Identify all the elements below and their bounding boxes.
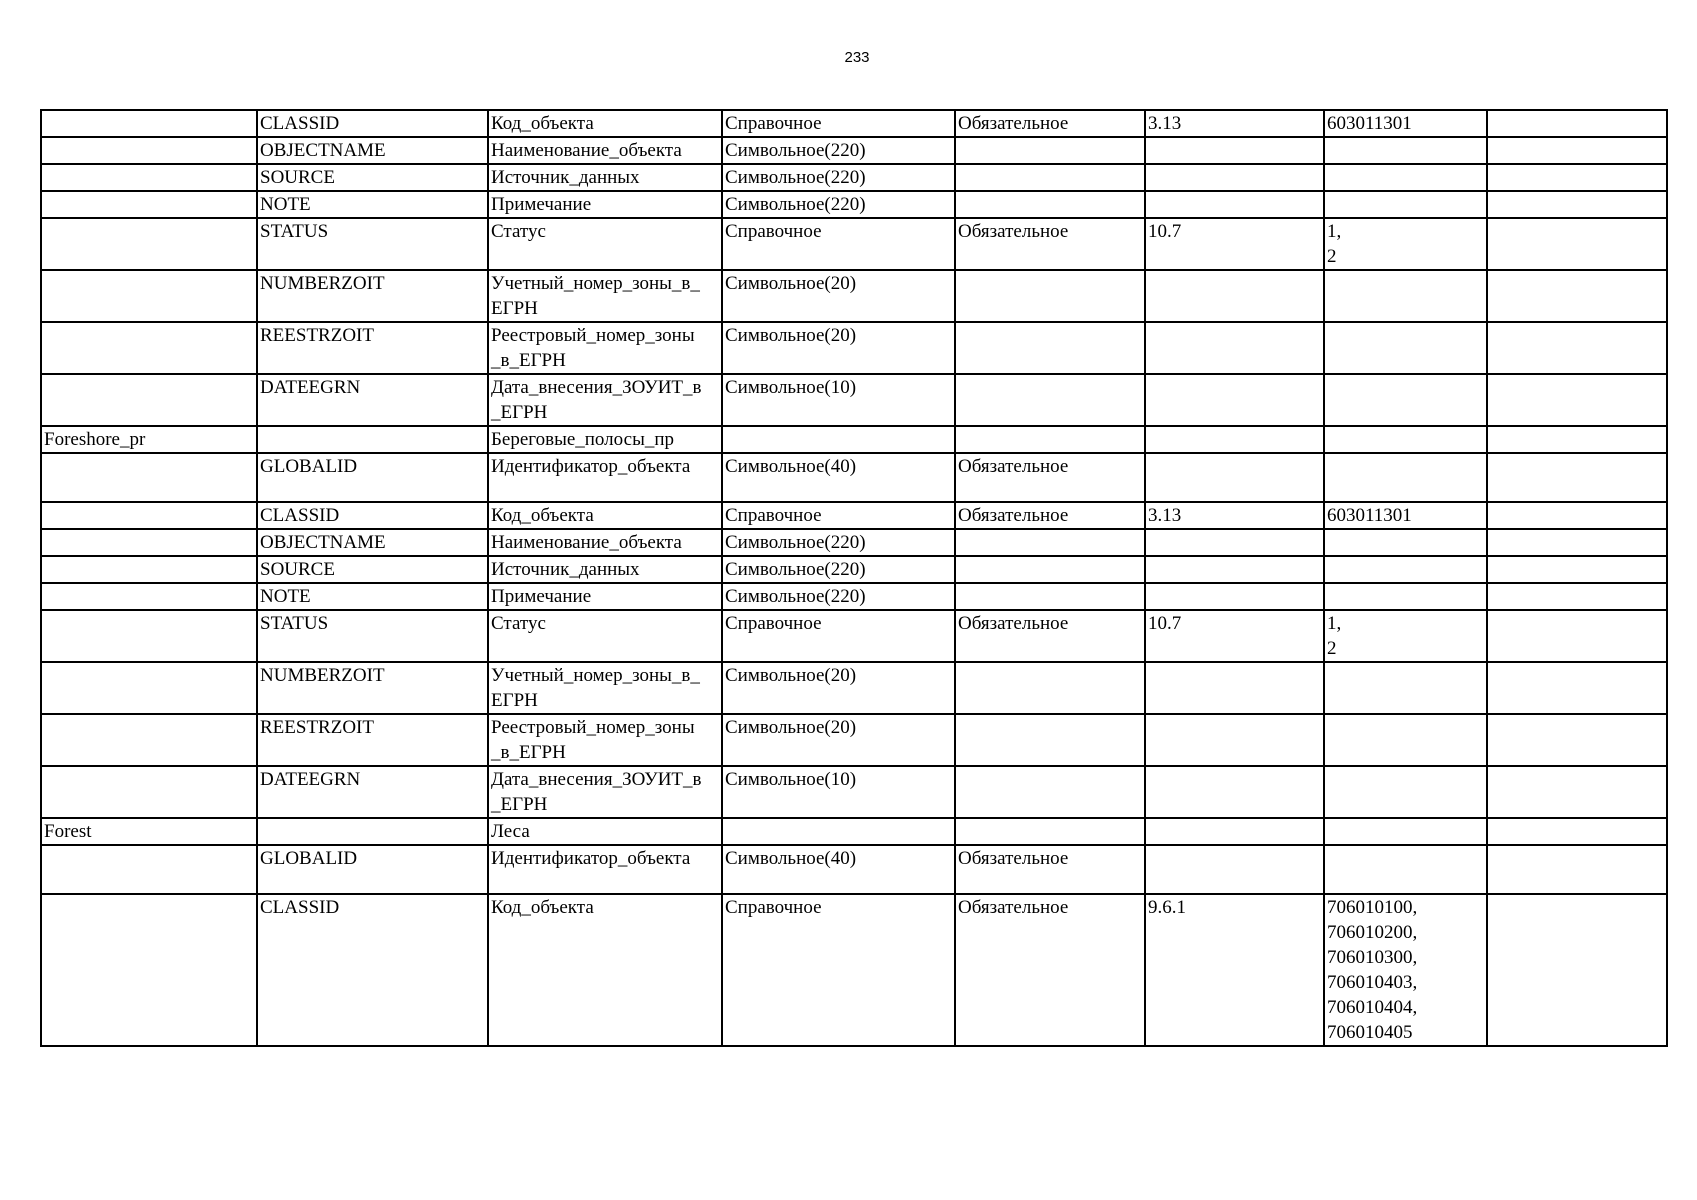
field-alias-cell: Реестровый_номер_зоны _в_ЕГРН [488, 714, 722, 766]
classifier-ref-cell [1145, 818, 1324, 845]
table-row [41, 894, 1667, 1046]
classifier-ref-cell [1145, 164, 1324, 191]
layer-name-cell [41, 322, 257, 374]
extra-cell [1487, 110, 1667, 137]
classifier-ref-cell [1145, 191, 1324, 218]
classifier-ref-cell [1145, 270, 1324, 322]
required-cell: Обязательное [955, 110, 1145, 137]
classifier-ref-cell: 10.7 [1145, 610, 1324, 662]
table-row [41, 270, 1667, 322]
allowed-values-cell: 603011301 [1324, 110, 1487, 137]
page-number: 233 [844, 49, 870, 66]
field-type-cell: Символьное(220) [722, 137, 955, 164]
extra-cell [1487, 164, 1667, 191]
field-type-cell: Символьное(20) [722, 662, 955, 714]
field-type-cell [722, 818, 955, 845]
classifier-ref-cell [1145, 453, 1324, 502]
field-name-cell: NUMBERZOIT [257, 270, 488, 322]
allowed-values-cell [1324, 529, 1487, 556]
field-name-cell: STATUS [257, 218, 488, 270]
field-alias-cell: Примечание [488, 583, 722, 610]
layer-name-cell [41, 529, 257, 556]
field-name-cell: STATUS [257, 610, 488, 662]
required-cell [955, 714, 1145, 766]
required-cell [955, 374, 1145, 426]
extra-cell [1487, 453, 1667, 502]
allowed-values-cell [1324, 556, 1487, 583]
required-cell [955, 766, 1145, 818]
field-alias-cell: Код_объекта [488, 110, 722, 137]
field-name-cell: DATEEGRN [257, 766, 488, 818]
table-row [41, 766, 1667, 818]
classifier-ref-cell [1145, 556, 1324, 583]
table-row [41, 110, 1667, 137]
required-cell [955, 529, 1145, 556]
table-row [41, 845, 1667, 894]
field-name-cell: SOURCE [257, 556, 488, 583]
classifier-ref-cell [1145, 529, 1324, 556]
layer-name-cell [41, 894, 257, 1046]
attribute-table [40, 109, 1668, 1047]
allowed-values-cell [1324, 845, 1487, 894]
required-cell: Обязательное [955, 894, 1145, 1046]
allowed-values-cell: 706010100, 706010200, 706010300, 706010403, 706010404, 706010405 [1324, 894, 1487, 1046]
allowed-values-cell [1324, 662, 1487, 714]
extra-cell [1487, 610, 1667, 662]
field-alias-cell: Учетный_номер_зоны_в_ ЕГРН [488, 270, 722, 322]
extra-cell [1487, 426, 1667, 453]
classifier-ref-cell: 10.7 [1145, 218, 1324, 270]
classifier-ref-cell: 3.13 [1145, 110, 1324, 137]
field-type-cell: Справочное [722, 894, 955, 1046]
field-name-cell: NUMBERZOIT [257, 662, 488, 714]
field-type-cell: Символьное(220) [722, 556, 955, 583]
field-type-cell: Справочное [722, 110, 955, 137]
required-cell: Обязательное [955, 218, 1145, 270]
table-row [41, 662, 1667, 714]
required-cell: Обязательное [955, 453, 1145, 502]
extra-cell [1487, 556, 1667, 583]
field-type-cell: Символьное(220) [722, 529, 955, 556]
field-name-cell [257, 818, 488, 845]
classifier-ref-cell [1145, 322, 1324, 374]
field-type-cell: Символьное(20) [722, 714, 955, 766]
layer-name-cell [41, 374, 257, 426]
classifier-ref-cell [1145, 714, 1324, 766]
allowed-values-cell [1324, 164, 1487, 191]
extra-cell [1487, 818, 1667, 845]
table-row [41, 502, 1667, 529]
layer-name-cell [41, 270, 257, 322]
classifier-ref-cell: 9.6.1 [1145, 894, 1324, 1046]
table-row [41, 556, 1667, 583]
field-type-cell: Символьное(220) [722, 583, 955, 610]
extra-cell [1487, 583, 1667, 610]
allowed-values-cell [1324, 766, 1487, 818]
field-alias-cell: Леса [488, 818, 722, 845]
required-cell [955, 322, 1145, 374]
layer-name-cell [41, 191, 257, 218]
extra-cell [1487, 529, 1667, 556]
table-row [41, 322, 1667, 374]
allowed-values-cell [1324, 374, 1487, 426]
field-alias-cell: Береговые_полосы_пр [488, 426, 722, 453]
allowed-values-cell [1324, 426, 1487, 453]
field-name-cell: DATEEGRN [257, 374, 488, 426]
field-name-cell: NOTE [257, 583, 488, 610]
layer-name-cell: Foreshore_pr [41, 426, 257, 453]
extra-cell [1487, 714, 1667, 766]
required-cell [955, 137, 1145, 164]
field-type-cell: Справочное [722, 610, 955, 662]
table-row [41, 164, 1667, 191]
classifier-ref-cell [1145, 426, 1324, 453]
allowed-values-cell [1324, 270, 1487, 322]
table-row [41, 374, 1667, 426]
field-name-cell: GLOBALID [257, 845, 488, 894]
table-row [41, 137, 1667, 164]
table-row [41, 583, 1667, 610]
required-cell [955, 583, 1145, 610]
layer-name-cell [41, 137, 257, 164]
field-type-cell: Справочное [722, 502, 955, 529]
classifier-ref-cell: 3.13 [1145, 502, 1324, 529]
layer-name-cell [41, 766, 257, 818]
classifier-ref-cell [1145, 137, 1324, 164]
field-alias-cell: Дата_внесения_ЗОУИТ_в _ЕГРН [488, 766, 722, 818]
field-alias-cell: Дата_внесения_ЗОУИТ_в _ЕГРН [488, 374, 722, 426]
extra-cell [1487, 191, 1667, 218]
layer-name-cell [41, 556, 257, 583]
field-name-cell: REESTRZOIT [257, 714, 488, 766]
field-alias-cell: Наименование_объекта [488, 137, 722, 164]
extra-cell [1487, 270, 1667, 322]
extra-cell [1487, 218, 1667, 270]
classifier-ref-cell [1145, 583, 1324, 610]
field-name-cell: GLOBALID [257, 453, 488, 502]
table-row [41, 529, 1667, 556]
layer-name-cell [41, 453, 257, 502]
field-type-cell: Символьное(20) [722, 322, 955, 374]
classifier-ref-cell [1145, 662, 1324, 714]
layer-name-cell [41, 110, 257, 137]
field-name-cell: OBJECTNAME [257, 529, 488, 556]
allowed-values-cell [1324, 714, 1487, 766]
required-cell: Обязательное [955, 610, 1145, 662]
extra-cell [1487, 374, 1667, 426]
required-cell: Обязательное [955, 845, 1145, 894]
field-alias-cell: Код_объекта [488, 894, 722, 1046]
field-alias-cell: Учетный_номер_зоны_в_ ЕГРН [488, 662, 722, 714]
field-name-cell: CLASSID [257, 502, 488, 529]
layer-name-cell [41, 218, 257, 270]
required-cell [955, 818, 1145, 845]
required-cell [955, 191, 1145, 218]
allowed-values-cell: 1, 2 [1324, 218, 1487, 270]
field-alias-cell: Код_объекта [488, 502, 722, 529]
extra-cell [1487, 322, 1667, 374]
table-row [41, 714, 1667, 766]
layer-name-cell [41, 662, 257, 714]
allowed-values-cell [1324, 137, 1487, 164]
field-alias-cell: Идентификатор_объекта [488, 453, 722, 502]
field-type-cell: Символьное(40) [722, 453, 955, 502]
field-name-cell: OBJECTNAME [257, 137, 488, 164]
field-name-cell: CLASSID [257, 110, 488, 137]
required-cell [955, 426, 1145, 453]
field-type-cell: Символьное(20) [722, 270, 955, 322]
layer-name-cell [41, 714, 257, 766]
allowed-values-cell [1324, 322, 1487, 374]
field-type-cell: Справочное [722, 218, 955, 270]
field-alias-cell: Наименование_объекта [488, 529, 722, 556]
required-cell [955, 164, 1145, 191]
field-type-cell: Символьное(10) [722, 374, 955, 426]
layer-name-cell: Forest [41, 818, 257, 845]
extra-cell [1487, 766, 1667, 818]
layer-name-cell [41, 502, 257, 529]
field-name-cell: CLASSID [257, 894, 488, 1046]
required-cell: Обязательное [955, 502, 1145, 529]
extra-cell [1487, 662, 1667, 714]
extra-cell [1487, 845, 1667, 894]
extra-cell [1487, 894, 1667, 1046]
required-cell [955, 662, 1145, 714]
field-name-cell: REESTRZOIT [257, 322, 488, 374]
field-name-cell [257, 426, 488, 453]
allowed-values-cell: 603011301 [1324, 502, 1487, 529]
table-row [41, 191, 1667, 218]
allowed-values-cell [1324, 453, 1487, 502]
field-alias-cell: Статус [488, 610, 722, 662]
field-type-cell: Символьное(220) [722, 191, 955, 218]
field-type-cell [722, 426, 955, 453]
field-name-cell: SOURCE [257, 164, 488, 191]
field-alias-cell: Идентификатор_объекта [488, 845, 722, 894]
extra-cell [1487, 502, 1667, 529]
field-type-cell: Символьное(40) [722, 845, 955, 894]
field-alias-cell: Реестровый_номер_зоны _в_ЕГРН [488, 322, 722, 374]
allowed-values-cell [1324, 191, 1487, 218]
classifier-ref-cell [1145, 845, 1324, 894]
field-type-cell: Символьное(220) [722, 164, 955, 191]
layer-name-cell [41, 845, 257, 894]
field-alias-cell: Примечание [488, 191, 722, 218]
classifier-ref-cell [1145, 374, 1324, 426]
required-cell [955, 556, 1145, 583]
table-row [41, 610, 1667, 662]
allowed-values-cell: 1, 2 [1324, 610, 1487, 662]
table-row [41, 218, 1667, 270]
table-row [41, 453, 1667, 502]
field-type-cell: Символьное(10) [722, 766, 955, 818]
field-name-cell: NOTE [257, 191, 488, 218]
table-row [41, 426, 1667, 453]
layer-name-cell [41, 583, 257, 610]
allowed-values-cell [1324, 583, 1487, 610]
required-cell [955, 270, 1145, 322]
layer-name-cell [41, 610, 257, 662]
table-body [41, 110, 1667, 1046]
extra-cell [1487, 137, 1667, 164]
allowed-values-cell [1324, 818, 1487, 845]
table-row [41, 818, 1667, 845]
layer-name-cell [41, 164, 257, 191]
classifier-ref-cell [1145, 766, 1324, 818]
field-alias-cell: Источник_данных [488, 556, 722, 583]
field-alias-cell: Источник_данных [488, 164, 722, 191]
field-alias-cell: Статус [488, 218, 722, 270]
